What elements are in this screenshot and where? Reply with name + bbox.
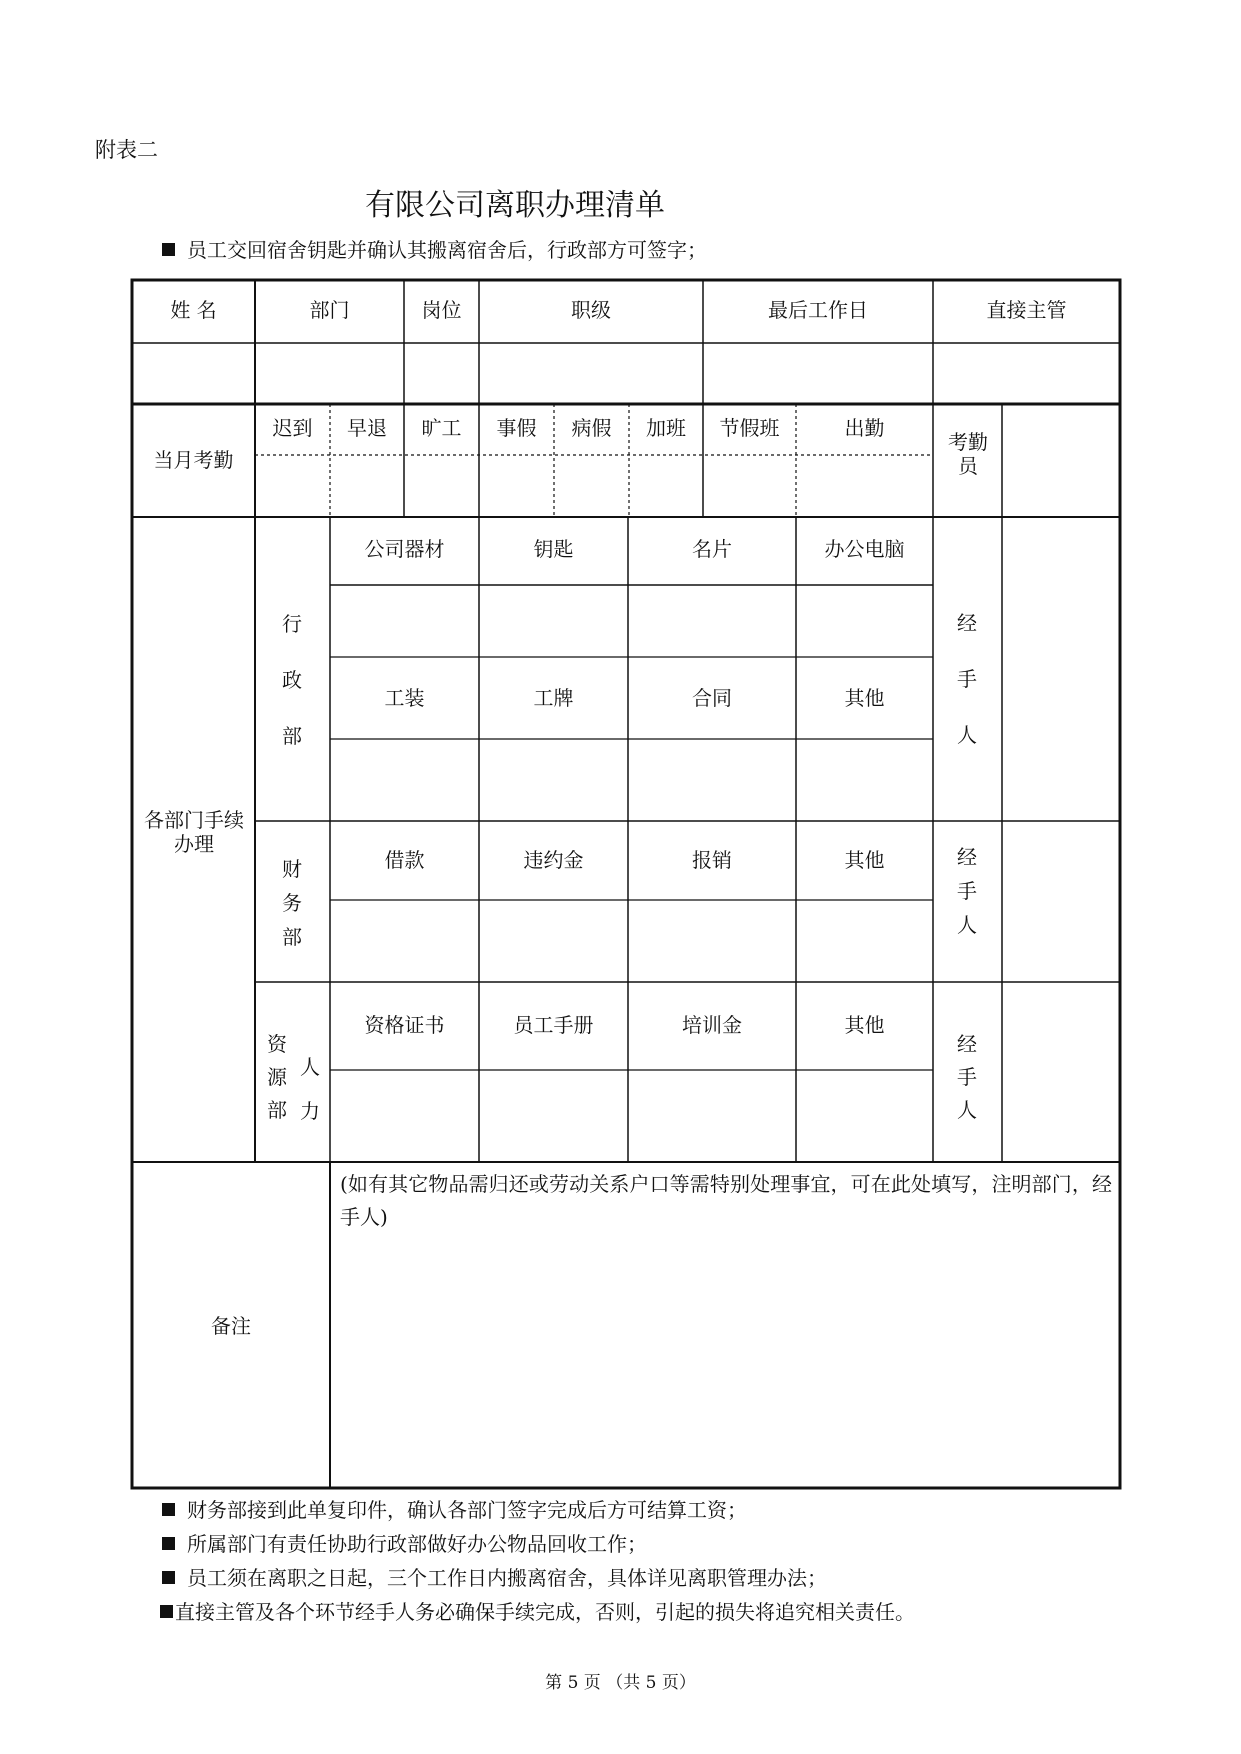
header-department: 部门 bbox=[309, 298, 350, 322]
finance-reimbursement: 报销 bbox=[692, 848, 732, 872]
finance-loan: 借款 bbox=[384, 848, 425, 872]
square-bullet-icon bbox=[162, 1503, 175, 1516]
hr-employee-handbook: 员工手册 bbox=[513, 1013, 594, 1037]
admin-dept-label: 行 政 部 bbox=[282, 612, 302, 748]
header-rank: 职级 bbox=[571, 298, 611, 322]
admin-business-card: 名片 bbox=[692, 537, 732, 561]
remarks-instructions[interactable]: (如有其它物品需归还或劳动关系户口等需特别处理事宜，可在此处填写，注明部门，经手人) bbox=[340, 1172, 1112, 1229]
finance-dept-label: 财 务 部 bbox=[282, 857, 302, 949]
finance-penalty: 违约金 bbox=[523, 848, 584, 872]
header-name: 姓 名 bbox=[170, 298, 217, 322]
attendance-absent: 旷工 bbox=[421, 416, 462, 440]
position-cell[interactable] bbox=[404, 343, 479, 404]
supervisor-cell[interactable] bbox=[933, 343, 1120, 404]
hr-dept-label-col1: 资 源 部 bbox=[267, 1032, 287, 1122]
bottom-note-3: 员工须在离职之日起，三个工作日内搬离宿舍，具体详见离职管理办法； bbox=[162, 1562, 827, 1591]
hr-other: 其他 bbox=[844, 1013, 885, 1037]
header-last-workday: 最后工作日 bbox=[768, 298, 868, 322]
bottom-note-2: 所属部门有责任协助行政部做好办公物品回收工作； bbox=[162, 1528, 647, 1557]
admin-badge: 工牌 bbox=[533, 686, 574, 710]
finance-handler-label: 经 手 人 bbox=[957, 845, 977, 937]
square-bullet-icon bbox=[162, 1571, 175, 1584]
admin-contract: 合同 bbox=[692, 686, 732, 710]
name-cell[interactable] bbox=[132, 343, 255, 404]
attendance-late: 迟到 bbox=[272, 416, 313, 440]
admin-keys: 钥匙 bbox=[533, 537, 574, 561]
admin-uniform: 工装 bbox=[384, 686, 425, 710]
finance-other: 其他 bbox=[844, 848, 885, 872]
rank-cell[interactable] bbox=[479, 343, 703, 404]
attendance-early-leave: 早退 bbox=[347, 416, 387, 440]
hr-handler-label: 经 手 人 bbox=[957, 1032, 977, 1122]
hr-certificates: 资格证书 bbox=[364, 1013, 445, 1037]
attendance-clerk-label: 考勤员 bbox=[948, 430, 988, 478]
attendance-sick-leave: 病假 bbox=[571, 416, 612, 440]
header-supervisor: 直接主管 bbox=[986, 298, 1067, 322]
attendance-personal-leave: 事假 bbox=[496, 416, 537, 440]
admin-office-computer: 办公电脑 bbox=[824, 537, 905, 561]
bottom-note-1: 财务部接到此单复印件，确认各部门签字完成后方可结算工资； bbox=[162, 1494, 747, 1523]
last-workday-cell[interactable] bbox=[703, 343, 933, 404]
remarks-label: 备注 bbox=[211, 1314, 251, 1338]
header-position: 岗位 bbox=[421, 298, 462, 322]
hr-training-fee: 培训金 bbox=[682, 1013, 742, 1037]
document-title: 有限公司离职办理清单 bbox=[365, 188, 665, 223]
attendance-label: 当月考勤 bbox=[153, 448, 234, 472]
square-bullet-icon bbox=[162, 1537, 175, 1550]
attendance-overtime: 加班 bbox=[646, 416, 686, 440]
attendance-holiday-shift: 节假班 bbox=[719, 416, 780, 440]
admin-other: 其他 bbox=[844, 686, 885, 710]
square-bullet-icon bbox=[160, 1605, 173, 1618]
top-note: 员工交回宿舍钥匙并确认其搬离宿舍后，行政部方可签字； bbox=[162, 234, 707, 263]
hr-dept-label-col2: 人 力 bbox=[300, 1055, 320, 1123]
appendix-label: 附表二 bbox=[95, 138, 158, 162]
bottom-note-4: 直接主管及各个环节经手人务必确保手续完成，否则，引起的损失将追究相关责任。 bbox=[160, 1596, 915, 1625]
admin-company-equipment: 公司器材 bbox=[364, 537, 445, 561]
admin-handler-label: 经 手 人 bbox=[957, 611, 977, 747]
page-footer: 第 5 页 （共 5 页） bbox=[545, 1673, 696, 1693]
departments-label: 各部门手续办理 bbox=[144, 808, 244, 856]
attendance-present: 出勤 bbox=[844, 416, 885, 440]
department-cell[interactable] bbox=[255, 343, 404, 404]
